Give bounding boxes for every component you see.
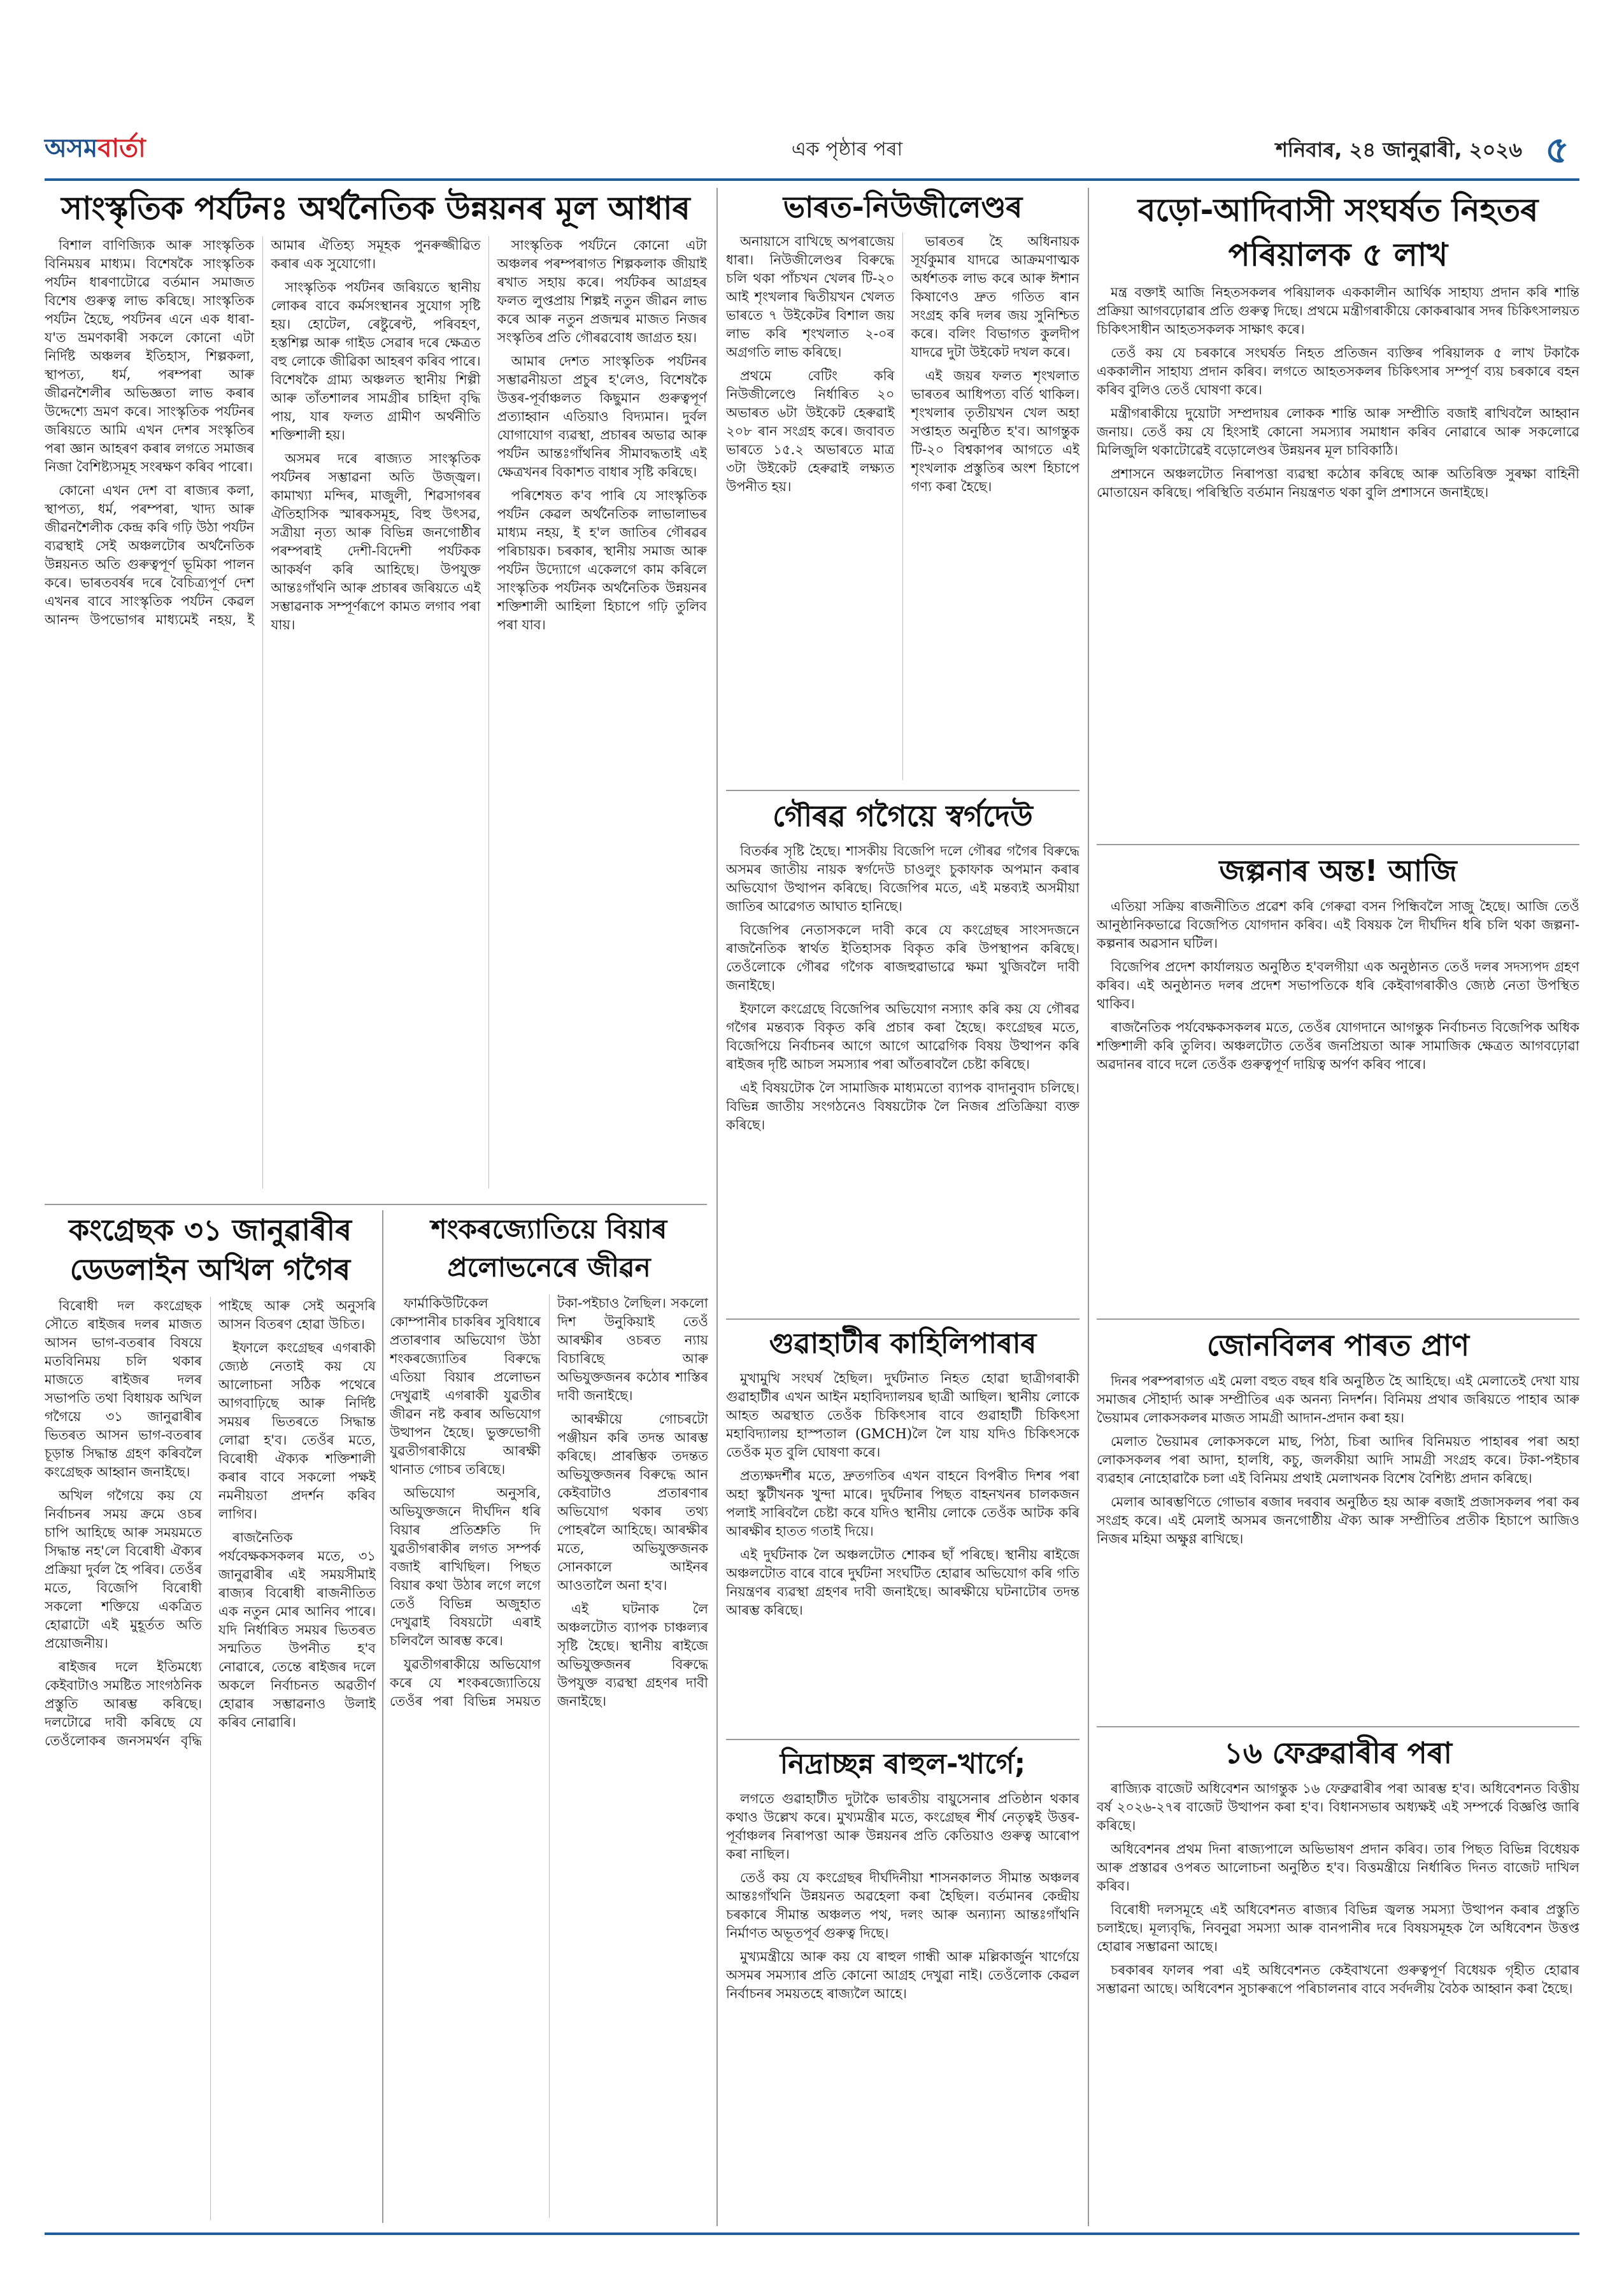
headline-culture: সাংস্কৃতিক পৰ্যটনঃ অৰ্থনৈতিক উন্নয়নৰ মূল আধাৰ	[61, 190, 690, 227]
date-line: শনিবাৰ, ২৪ জানুৱাৰী, ২০২৬	[1275, 138, 1522, 162]
paragraph: অধিবেশনৰ প্ৰথম দিনা ৰাজ্যপালে অভিভাষণ প্ৰদান কৰিব। তাৰ পিছত বিভিন্ন বিধেয়ক আৰু প্ৰস্তাৱৰ ওপৰত আলোচনা অনুষ্ঠিত হ'ব। বিত্তমন্ত্ৰীয়ে নিৰ্ধাৰিত দিনত বাজেট দাখিল কৰিব।	[1097, 1841, 1579, 1894]
article-cricket	[726, 188, 1079, 783]
logo-part1: অসম	[45, 134, 98, 163]
paragraph: বিৰোধী দলসমূহে এই অধিবেশনত ৰাজ্যৰ বিভিন্ন জ্বলন্ত সমস্যা উত্থাপন কৰাৰ প্ৰস্তুতি চলাইছে। মূল্যবৃদ্ধি, নিবনুৱা সমস্যা আৰু বানপানীৰ দৰে বিষয়সমূহক লৈ অধিবেশন উত্তপ্ত হোৱাৰ সম্ভাৱনা আছে।	[1097, 1902, 1579, 1954]
paragraph: বিতৰ্কৰ সৃষ্টি হৈছে। শাসকীয় বিজেপি দলে গৌৰৱ গগৈৰ বিৰুদ্ধে অসমৰ জাতীয় নায়ক স্বৰ্গদেউ চাওলুং চুকাফাক অপমান কৰাৰ অভিযোগ উত্থাপন কৰিছে। বিজেপিৰ মতে, এই মন্তব্যই অসমীয়া জাতিৰ আৱেগত আঘাত হানিছে।	[726, 843, 1079, 914]
paragraph: ইফালে কংগ্ৰেছৰ এগৰাকী জ্যেষ্ঠ নেতাই কয় যে আলোচনা সঠিক পথেৰে আগবাঢ়িছে আৰু নিৰ্দিষ্ট সময়ৰ ভিতৰতে সিদ্ধান্ত লোৱা হ'ব। তেওঁৰ মতে, বিৰোধী ঐক্যক শক্তিশালী কৰাৰ বাবে সকলো পক্ষই নমনীয়তা প্ৰদৰ্শন কৰিব লাগিব।	[218, 1340, 376, 1522]
body-rahul	[726, 1790, 1079, 2003]
paragraph: অভিযোগ অনুসৰি, অভিযুক্তজনে দীৰ্ঘদিন ধৰি বিয়াৰ প্ৰতিশ্ৰুতি দি যুৱতীগৰাকীৰ লগত সম্পৰ্ক বজাই ৰাখিছিল। পিছত বিয়াৰ কথা উঠাৰ লগে লগে তেওঁ বিভিন্ন অজুহাত দেখুৱাই বিষয়টো এৰাই চলিবলৈ আৰম্ভ কৰে।	[390, 1485, 541, 1648]
paragraph: ৰাজনৈতিক পৰ্যবেক্ষকসকলৰ মতে, তেওঁৰ যোগদানে আগন্তুক নিৰ্বাচনত বিজেপিক অধিক শক্তিশালী কৰি তুলিব। অঞ্চলটোত তেওঁৰ জনপ্ৰিয়তা আৰু সামাজিক ক্ষেত্ৰত আগবঢ়োৱা অৱদানৰ বাবে দলে তেওঁক গুৰুত্বপূৰ্ণ দায়িত্ব অৰ্পণ কৰিব পাৰে।	[1097, 1020, 1579, 1072]
article-feb16	[1097, 1732, 1579, 2226]
divider	[726, 1739, 1079, 1740]
paragraph: বিজেপিৰ প্ৰদেশ কাৰ্যালয়ত অনুষ্ঠিত হ'বলগীয়া এক অনুষ্ঠানত তেওঁ দলৰ সদস্যপদ গ্ৰহণ কৰিব। এই অনুষ্ঠানত দলৰ প্ৰদেশ সভাপতিকে ধৰি কেইবাগৰাকীও জ্যেষ্ঠ নেতা উপস্থিত থাকিব।	[1097, 959, 1579, 1011]
headline-rahul: নিদ্ৰাচ্ছন্ন ৰাহুল-খাৰ্গে;	[780, 1748, 1026, 1780]
page-header	[45, 127, 1579, 181]
body-guwahati	[726, 1369, 1079, 1620]
paragraph: মন্ত্ৰ বক্তাই আজি নিহতসকলৰ পৰিয়ালক এককালীন আৰ্থিক সাহায্য প্ৰদান কৰি শান্তি প্ৰক্ৰিয়া আগবঢ়োৱাৰ প্ৰতি গুৰুত্ব দিছে। প্ৰথমে মন্ত্ৰীগৰাকীয়ে কোকৰাঝাৰ সদৰ চিকিৎসালয়ত চিকিৎসাধীন আহতসকলক সাক্ষাৎ কৰে।	[1097, 285, 1579, 337]
article-jonbeel	[1097, 1325, 1579, 1720]
paragraph: ইফালে কংগ্ৰেছে বিজেপিৰ অভিযোগ নস্যাৎ কৰি কয় যে গৌৰৱ গগৈৰ মন্তব্যক বিকৃত কৰি প্ৰচাৰ কৰা হৈছে। কংগ্ৰেছৰ মতে, বিজেপিয়ে নিৰ্বাচনৰ আগে আগে আৱেগিক বিষয় উত্থাপন কৰি ৰাইজৰ দৃষ্টি আচল সমস্যাৰ পৰা আঁতৰাবলৈ চেষ্টা কৰিছে।	[726, 1001, 1079, 1072]
body-shankar	[390, 1294, 708, 2218]
headline-feb16: ১৬ ফেব্ৰুৱাৰীৰ পৰা	[1224, 1736, 1452, 1770]
body-cricket	[726, 232, 1079, 780]
paragraph: ভাৰতৰ হৈ অধিনায়ক সূৰ্যকুমাৰ যাদৱে আক্ৰমণাত্মক অৰ্ধশতক লাভ কৰে আৰু ঈশান কিষাণেও দ্ৰুত গতিত ৰান সংগ্ৰহ কৰি দলৰ জয় সুনিশ্চিত কৰে। বলিং বিভাগত কুলদীপ যাদৱে দুটা উইকেট দখল কৰে।	[911, 234, 1079, 360]
headline-bodo: বড়ো-আদিবাসী সংঘৰ্ষত নিহতৰ পৰিয়ালক ৫ লাখ	[1137, 192, 1539, 273]
page-number: ৫	[1545, 128, 1569, 171]
paragraph: তেওঁ কয় যে কংগ্ৰেছৰ দীৰ্ঘদিনীয়া শাসনকালত সীমান্ত অঞ্চলৰ আন্তঃগাঁথনি উন্নয়নত অৱহেলা কৰা হৈছিল। বৰ্তমানৰ কেন্দ্ৰীয় চৰকাৰে সীমান্ত অঞ্চলত পথ, দলং আৰু অন্যান্য আন্তঃগাঁথনি নিৰ্মাণত অভূতপূৰ্ব গুৰুত্ব দিছে।	[726, 1870, 1079, 1941]
body-jalpan	[1097, 897, 1579, 1074]
divider	[726, 1318, 1079, 1320]
headline-jalpan: জল্পনাৰ অন্ত! আজি	[1219, 854, 1457, 888]
divider	[716, 188, 718, 2226]
paragraph: সাংস্কৃতিক পৰ্যটনে কোনো এটা অঞ্চলৰ পৰম্পৰাগত শিল্পকলাক জীয়াই ৰখাত সহায় কৰে। পৰ্যটকৰ আগ্ৰহৰ ফলত লুপ্তপ্ৰায় শিল্পই নতুন জীৱন লাভ কৰে আৰু নতুন প্ৰজন্মৰ মাজত নিজৰ সংস্কৃতিৰ প্ৰতি গৌৰৱবোধ জাগ্ৰত হয়।	[497, 238, 707, 345]
body-feb16	[1097, 1780, 1579, 1998]
headline-shankar: শংকৰজ্যোতিয়ে বিয়াৰ প্ৰলোভনেৰে জীৱন	[431, 1213, 667, 1283]
headline-congress: কংগ্ৰেছক ৩১ জানুৱাৰীৰ ডেডলাইন অখিল গগৈৰ	[69, 1213, 352, 1287]
divider	[382, 1210, 383, 2223]
divider	[1097, 844, 1579, 845]
divider	[1088, 188, 1089, 2226]
paragraph: তেওঁ কয় যে চৰকাৰে সংঘৰ্ষত নিহত প্ৰতিজন ব্যক্তিৰ পৰিয়ালক ৫ লাখ টকাকৈ এককালীন সাহায্য প্ৰদান কৰিব। লগতে আহতসকলৰ চিকিৎসাৰ সম্পূৰ্ণ ব্যয় চৰকাৰে বহন কৰিব বুলিও তেওঁ ঘোষণা কৰে।	[1097, 345, 1579, 397]
paragraph: মেলাত ভৈয়ামৰ লোকসকলে মাছ, পিঠা, চিৰা আদিৰ বিনিময়ত পাহাৰৰ পৰা অহা লোকসকলৰ পৰা আদা, হালধি, কচু, জলকীয়া আদি সামগ্ৰী সংগ্ৰহ কৰে। টকা-পইচাৰ ব্যৱহাৰ নোহোৱাকৈ চলা এই বিনিময় প্ৰথাই মেলাখনক বিশেষ বৈশিষ্ট্য প্ৰদান কৰিছে।	[1097, 1434, 1579, 1486]
paragraph: মুখ্যমন্ত্ৰীয়ে আৰু কয় যে ৰাহুল গান্ধী আৰু মল্লিকাৰ্জুন খাৰ্গেয়ে অসমৰ সমস্যাৰ প্ৰতি কোনো আগ্ৰহ দেখুৱা নাই। তেওঁলোক কেৱল নিৰ্বাচনৰ সময়তহে ৰাজ্যলৈ আহে।	[726, 1949, 1079, 2001]
paragraph: বিৰোধী দল কংগ্ৰেছক সৌতে ৰাইজৰ দলৰ মাজত আসন ভাগ-বতৰাৰ বিষয়ে মতবিনিময় চলি থকাৰ মাজতে ৰাইজৰ দলৰ সভাপতি তথা বিধায়ক অখিল গগৈয়ে ৩১ জানুৱাৰীৰ ভিতৰত আসন ভাগ-বতৰাৰ চূড়ান্ত সিদ্ধান্ত গ্ৰহণ কৰিবলৈ কংগ্ৰেছক আহ্বান জনাইছে।	[45, 1298, 202, 1480]
paragraph: অনায়াসে বাখিছে অপৰাজেয় ধাৰা। নিউজীলেণ্ডৰ বিৰুদ্ধে চলি থকা পাঁচখন খেলৰ টি-২০ আই শৃংখলাৰ দ্বিতীয়খন খেলত ভাৰতে ৭ উইকেটৰ বিশাল জয় লাভ কৰি শৃংখলাত ২-০ৰ অগ্ৰগতি লাভ কৰিছে।	[726, 234, 895, 360]
paragraph: আৰক্ষীয়ে গোচৰটো পঞ্জীয়ন কৰি তদন্ত আৰম্ভ কৰিছে। প্ৰাৰম্ভিক তদন্তত অভিযুক্তজনৰ বিৰুদ্ধে আন কেইবাটাও প্ৰতাৰণাৰ অভিযোগ থকাৰ তথ্য পোহৰলৈ আহিছে। আৰক্ষীৰ মতে, অভিযুক্তজনক সোনকালে আইনৰ আওতালৈ অনা হ'ব।	[557, 1411, 708, 1593]
headline-cricket: ভাৰত-নিউজীলেণ্ডৰ	[783, 190, 1023, 224]
paragraph: দিনৰ পৰম্পৰাগত এই মেলা বহুত বছৰ ধৰি অনুষ্ঠিত হৈ আহিছে। এই মেলাতেই দেখা যায় সমাজৰ সৌহাৰ্দ্য আৰু সম্প্ৰীতিৰ এক অনন্য নিদৰ্শন। বিনিময় প্ৰথাৰ জৰিয়তে পাহাৰ আৰু ভৈয়ামৰ লোকসকলৰ মাজত সামগ্ৰী আদান-প্ৰদান কৰা হয়।	[1097, 1373, 1579, 1425]
headline-guwahati: গুৱাহাটীৰ কাহিলিপাৰাৰ	[769, 1327, 1037, 1360]
divider	[1097, 1726, 1579, 1727]
paragraph: বিজেপিৰ নেতাসকলে দাবী কৰে যে কংগ্ৰেছৰ সাংসদজনে ৰাজনৈতিক স্বাৰ্থত ইতিহাসক বিকৃত কৰি উপস্থাপন কৰিছে। তেওঁলোকে গৌৰৱ গগৈক ৰাজহুৱাভাৱে ক্ষমা খুজিবলৈ দাবী জনাইছে।	[726, 922, 1079, 993]
divider	[726, 790, 1079, 791]
paragraph: মন্ত্ৰীগৰাকীয়ে দুয়োটা সম্প্ৰদায়ৰ লোকক শান্তি আৰু সম্প্ৰীতি বজাই ৰাখিবলৈ আহ্বান জনায়। তেওঁ কয় যে হিংসাই কোনো সমস্যাৰ সমাধান কৰিব নোৱাৰে আৰু সকলোৱে মিলিজুলি থকাটোৱেই বড়োলেণ্ডৰ উন্নয়নৰ মূল চাবিকাঠি।	[1097, 406, 1579, 458]
paragraph: অখিল গগৈয়ে কয় যে নিৰ্বাচনৰ সময় ক্ৰমে ওচৰ চাপি আহিছে আৰু সময়মতে সিদ্ধান্ত নহ'লে বিৰোধী ঐক্যৰ প্ৰক্ৰিয়া দুৰ্বল হৈ পৰিব। তেওঁৰ মতে, বিজেপি বিৰোধী সকলো শক্তিয়ে একত্ৰিত হোৱাটো এই মুহূৰ্তত অতি প্ৰয়োজনীয়।	[45, 1488, 202, 1651]
paragraph: কোনো এখন দেশ বা ৰাজ্যৰ কলা, স্থাপত্য, ধৰ্ম, পৰম্পৰা, খাদ্য আৰু জীৱনশৈলীক কেন্দ্ৰ কৰি গঢ়ি উঠা পৰ্যটন ব্যৱস্থাই সেই অঞ্চলটোৰ অৰ্থনৈতিক উন্নয়নত অতি গুৰুত্বপূৰ্ণ ভূমিকা পালন কৰে। ভাৰতবৰ্ষৰ দৰে বৈচিত্ৰ্যপূৰ্ণ দেশ এখনৰ বাবে সাংস্কৃতিক পৰ্যটন কেৱল আনন্দ উপভোগৰ মাধ্যমেই নহয়, ই আমাৰ ঐতিহ্য সমূহক পুনৰুজ্জীৱিত কৰাৰ এক সুযোগো।	[45, 238, 481, 627]
article-shankar	[390, 1210, 708, 2226]
paragraph: মুখামুখি সংঘৰ্ষ হৈছিল। দুৰ্ঘটনাত নিহত হোৱা ছাত্ৰীগৰাকী গুৱাহাটীৰ এখন আইন মহাবিদ্যালয়ৰ ছাত্ৰী আছিল। স্থানীয় লোকে আহত অৱস্থাত তেওঁক চিকিৎসাৰ বাবে গুৱাহাটী চিকিৎসা মহাবিদ্যালয় হাস্পতাল (GMCH)লৈ লৈ যায় যদিও চিকিৎসকে তেওঁক মৃত বুলি ঘোষণা কৰে।	[726, 1371, 1079, 1460]
paragraph: আমাৰ দেশত সাংস্কৃতিক পৰ্যটনৰ সম্ভাৱনীয়তা প্ৰচুৰ হ'লেও, বিশেষকৈ উত্তৰ-পূৰ্বাঞ্চলত কিছুমান গুৰুত্বপূৰ্ণ প্ৰত্যাহ্বান এতিয়াও বিদ্যমান। দুৰ্বল যোগাযোগ ব্যৱস্থা, প্ৰচাৰৰ অভাৱ আৰু পৰ্যটন আন্তঃগাঁথনিৰ সীমাবদ্ধতাই এই ক্ষেত্ৰখনৰ বিকাশত বাধাৰ সৃষ্টি কৰিছে।	[497, 354, 707, 480]
body-gaurav	[726, 842, 1079, 1134]
logo-part2: বাৰ্তা	[97, 134, 146, 163]
page-tag: এক পৃষ্ঠাৰ পৰা	[791, 138, 903, 161]
paragraph: যুৱতীগৰাকীয়ে অভিযোগ কৰে যে শংকৰজ্যোতিয়ে তেওঁৰ পৰা বিভিন্ন সময়ত টকা-পইচাও লৈছিল। সকলো দিশ উনুকিয়াই তেওঁ আৰক্ষীৰ ওচৰত ন্যায় বিচাৰিছে আৰু অভিযুক্তজনৰ কঠোৰ শাস্তিৰ দাবী জনাইছে।	[390, 1296, 708, 1709]
divider	[1097, 1318, 1579, 1320]
article-rahul	[726, 1745, 1079, 2226]
paragraph: সাংস্কৃতিক পৰ্যটনৰ জৰিয়তে স্থানীয় লোকৰ বাবে কৰ্মসংস্থানৰ সুযোগ সৃষ্টি হয়। হোটেল, ৰেষ্টুৰেণ্ট, পৰিবহণ, হস্তশিল্প আৰু গাইড সেৱাৰ দৰে ক্ষেত্ৰত বহু লোকে জীৱিকা আহৰণ কৰিব পাৰে। বিশেষকৈ গ্ৰাম্য অঞ্চলত স্থানীয় শিল্পী আৰু তাঁতশালৰ সামগ্ৰীৰ চাহিদা বৃদ্ধি পায়, যাৰ ফলত গ্ৰামীণ অৰ্থনীতি শক্তিশালী হয়।	[271, 280, 481, 443]
article-guwahati	[726, 1325, 1079, 1732]
footer-rule	[45, 2232, 1579, 2235]
paragraph: লগতে গুৱাহাটীত দুটাকৈ ভাৰতীয় বায়ুসেনাৰ প্ৰতিষ্ঠান থকাৰ কথাও উল্লেখ কৰে। মুখ্যমন্ত্ৰীৰ মতে, কংগ্ৰেছৰ শীৰ্ষ নেতৃত্বই উত্তৰ-পূৰ্বাঞ্চলৰ নিৰাপত্তা আৰু উন্নয়নৰ প্ৰতি কেতিয়াও গুৰুত্ব আৰোপ কৰা নাছিল।	[726, 1791, 1079, 1862]
masthead-logo	[45, 129, 172, 168]
article-bodo	[1097, 188, 1579, 838]
paragraph: ৰাইজৰ দলে ইতিমধ্যে কেইবাটাও সমষ্টিত সাংগঠনিক প্ৰস্তুতি আৰম্ভ কৰিছে। দলটোৱে দাবী কৰিছে যে তেওঁলোকৰ জনসমৰ্থন বৃদ্ধি পাইছে আৰু সেই অনুসৰি আসন বিতৰণ হোৱা উচিত।	[45, 1298, 376, 1748]
article-gaurav	[726, 796, 1079, 1312]
article-congress	[45, 1210, 376, 2226]
paragraph: এতিয়া সক্ৰিয় ৰাজনীতিত প্ৰৱেশ কৰি গেৰুৱা বসন পিন্ধিবলৈ সাজু হৈছে। আজি তেওঁ আনুষ্ঠানিকভাৱে বিজেপিত যোগদান কৰিব। এই বিষয়ক লৈ দীৰ্ঘদিন ধৰি চলি থকা জল্পনা-কল্পনাৰ অৱসান ঘটিল।	[1097, 899, 1579, 951]
divider	[45, 1204, 707, 1205]
paragraph: প্ৰথমে বেটিং কৰি নিউজীলেণ্ডে নিৰ্ধাৰিত ২০ অভাৰত ৬টা উইকেট হেৰুৱাই ২০৮ ৰান সংগ্ৰহ কৰে। জবাবত ভাৰতে ১৫.২ অভাৰতে মাত্ৰ ৩টা উইকেট হেৰুৱাই লক্ষ্যত উপনীত হয়।	[726, 368, 895, 494]
paragraph: ৰাজনৈতিক পৰ্যবেক্ষকসকলৰ মতে, ৩১ জানুৱাৰীৰ এই সময়সীমাই ৰাজ্যৰ বিৰোধী ৰাজনীতিত এক নতুন মোৰ আনিব পাৰে। যদি নিৰ্ধাৰিত সময়ৰ ভিতৰত সন্মতিত উপনীত হ'ব নোৱাৰে, তেন্তে ৰাইজৰ দলে অকলে নিৰ্বাচনত অৱতীৰ্ণ হোৱাৰ সম্ভাৱনাও উলাই কৰিব নোৱাৰি।	[218, 1530, 376, 1730]
article-jalpan	[1097, 850, 1579, 1312]
body-jonbeel	[1097, 1372, 1579, 1548]
paragraph: বিশাল বাণিজ্যিক আৰু সাংস্কৃতিক বিনিময়ৰ মাধ্যম। বিশেষকৈ সাংস্কৃতিক পৰ্যটন ধাৰণাটোৱে বৰ্তমান সমাজত বিশেষ গুৰুত্ব লাভ কৰিছে। সাংস্কৃতিক পৰ্যটন হৈছে, পৰ্যটনৰ এনে এক ধাৰা-য'ত ভ্ৰমণকাৰী সকলে কোনো এটা নিৰ্দিষ্ট অঞ্চলৰ ইতিহাস, শিল্পকলা, স্থাপত্য, ধৰ্ম, পৰম্পৰা আৰু জীৱনশৈলীৰ অভিজ্ঞতা লাভ কৰাৰ উদ্দেশ্যে ভ্ৰমণ কৰে। সাংস্কৃতিক পৰ্যটনৰ জৰিয়তে আমি এখন দেশৰ সংস্কৃতিৰ পৰা জ্ঞান আহৰণ কৰাৰ লগতে সমাজৰ নিজা বৈশিষ্ট্যসমূহ সংৰক্ষণ কৰিব পাৰো।	[45, 238, 255, 475]
body-congress	[45, 1297, 376, 2220]
paragraph: মেলাৰ আৰম্ভণিতে গোভাৰ ৰজাৰ দৰবাৰ অনুষ্ঠিত হয় আৰু ৰজাই প্ৰজাসকলৰ পৰা কৰ সংগ্ৰহ কৰে। এই মেলাই অসমৰ জনগোষ্ঠীয় ঐক্য আৰু সম্প্ৰীতিৰ প্ৰতীক হিচাপে আজিও নিজৰ মহিমা অক্ষুণ্ণ ৰাখিছে।	[1097, 1494, 1579, 1547]
headline-jonbeel: জোনবিলৰ পাৰত প্ৰাণ	[1206, 1328, 1470, 1362]
paragraph: প্ৰত্যক্ষদৰ্শীৰ মতে, দ্ৰুতগতিৰ এখন বাহনে বিপৰীত দিশৰ পৰা অহা স্কুটীখনক খুন্দা মাৰে। দুৰ্ঘটনাৰ পিছত বাহনখনৰ চালকজন পলাই সাৰিবলৈ চেষ্টা কৰে যদিও স্থানীয় লোকে তেওঁক আটক কৰি আৰক্ষীৰ হাতত গতাই দিয়ে।	[726, 1468, 1079, 1539]
paragraph: অসমৰ দৰে ৰাজ্যত সাংস্কৃতিক পৰ্যটনৰ সম্ভাৱনা অতি উজ্জ্বল। কামাখ্যা মন্দিৰ, মাজুলী, শিৱসাগৰৰ ঐতিহাসিক স্মাৰকসমূহ, বিহু উৎসৱ, সত্ৰীয়া নৃত্য আৰু বিভিন্ন জনগোষ্ঠীৰ পৰম্পৰাই দেশী-বিদেশী পৰ্যটকক আকৰ্ষণ কৰি আহিছে। উপযুক্ত আন্তঃগাঁথনি আৰু প্ৰচাৰৰ জৰিয়তে এই সম্ভাৱনাক সম্পূৰ্ণৰূপে কামত লগাব পৰা যায়।	[271, 451, 481, 632]
paragraph: প্ৰশাসনে অঞ্চলটোত নিৰাপত্তা ব্যৱস্থা কঠোৰ কৰিছে আৰু অতিৰিক্ত সুৰক্ষা বাহিনী মোতায়েন কৰিছে। পৰিস্থিতি বৰ্তমান নিয়ন্ত্ৰণত থকা বুলি প্ৰশাসনে জনাইছে।	[1097, 466, 1579, 500]
paragraph: চৰকাৰৰ ফালৰ পৰা এই অধিবেশনত কেইবাখনো গুৰুত্বপূৰ্ণ বিধেয়ক গৃহীত হোৱাৰ সম্ভাৱনা আছে। অধিবেশন সুচাৰুৰূপে পৰিচালনাৰ বাবে সৰ্বদলীয় বৈঠক আহ্বান কৰা হৈছে।	[1097, 1962, 1579, 1996]
headline-gaurav: গৌৰৱ গগৈয়ে স্বৰ্গদেউ	[773, 799, 1033, 833]
paragraph: ৰাজ্যিক বাজেট অধিবেশন আগন্তুক ১৬ ফেব্ৰুৱাৰীৰ পৰা আৰম্ভ হ'ব। অধিবেশনত বিত্তীয় বৰ্ষ ২০২৬-২৭ৰ বাজেট উত্থাপন কৰা হ'ব। বিধানসভাৰ অধ্যক্ষই এই সম্পৰ্কে বিজ্ঞপ্তি জাৰি কৰিছে।	[1097, 1781, 1579, 1833]
body-bodo	[1097, 283, 1579, 502]
paragraph: এই জয়ৰ ফলত শৃংখলাত ভাৰতৰ আধিপত্য বৰ্তি থাকিল। শৃংখলাৰ তৃতীয়খন খেল অহা সপ্তাহত অনুষ্ঠিত হ'ব। আগন্তুক টি-২০ বিশ্বকাপৰ আগতে এই শৃংখলাক প্ৰস্তুতিৰ অংশ হিচাপে গণ্য কৰা হৈছে।	[911, 368, 1079, 494]
paragraph: এই ঘটনাক লৈ অঞ্চলটোত ব্যাপক চাঞ্চল্যৰ সৃষ্টি হৈছে। স্থানীয় ৰাইজে অভিযুক্তজনৰ বিৰুদ্ধে উপযুক্ত ব্যৱস্থা গ্ৰহণৰ দাবী জনাইছে।	[557, 1601, 708, 1709]
paragraph: ফাৰ্মাকিউটিকেল কোম্পানীৰ চাকৰিৰ সুবিধাৰে প্ৰতাৰণাৰ অভিযোগ উঠা শংকৰজ্যোতিৰ বিৰুদ্ধে এতিয়া বিয়াৰ প্ৰলোভন দেখুৱাই এগৰাকী যুৱতীৰ জীৱন নষ্ট কৰাৰ অভিযোগ উত্থাপন হৈছে। ভুক্তভোগী যুৱতীগৰাকীয়ে আৰক্ষী থানাত গোচৰ তৰিছে।	[390, 1296, 541, 1477]
paragraph: পৰিশেষত ক'ব পাৰি যে সাংস্কৃতিক পৰ্যটন কেৱল অৰ্থনৈতিক লাভালাভৰ মাধ্যম নহয়, ই হ'ল জাতিৰ গৌৰৱৰ পৰিচায়ক। চৰকাৰ, স্থানীয় সমাজ আৰু পৰ্যটন উদ্যোগে একেলগে কাম কৰিলে সাংস্কৃতিক পৰ্যটনক অৰ্থনৈতিক উন্নয়নৰ শক্তিশালী আহিলা হিচাপে গঢ়ি তুলিব পৰা যাব।	[497, 488, 707, 632]
paragraph: এই বিষয়টোক লৈ সামাজিক মাধ্যমতো ব্যাপক বাদানুবাদ চলিছে। বিভিন্ন জাতীয় সংগঠনেও বিষয়টোক লৈ নিজৰ প্ৰতিক্ৰিয়া ব্যক্ত কৰিছে।	[726, 1080, 1079, 1132]
body-culture	[45, 236, 707, 1189]
paragraph: এই দুৰ্ঘটনাক লৈ অঞ্চলটোত শোকৰ ছাঁ পৰিছে। স্থানীয় ৰাইজে অঞ্চলটোত বাৰে বাৰে দুৰ্ঘটনা সংঘটিত হোৱাৰ অভিযোগ কৰি গতি নিয়ন্ত্ৰণৰ ব্যৱস্থা গ্ৰহণৰ দাবী জনাইছে। আৰক্ষীয়ে ঘটনাটোৰ তদন্ত আৰম্ভ কৰিছে।	[726, 1547, 1079, 1618]
article-culture	[45, 188, 707, 1194]
